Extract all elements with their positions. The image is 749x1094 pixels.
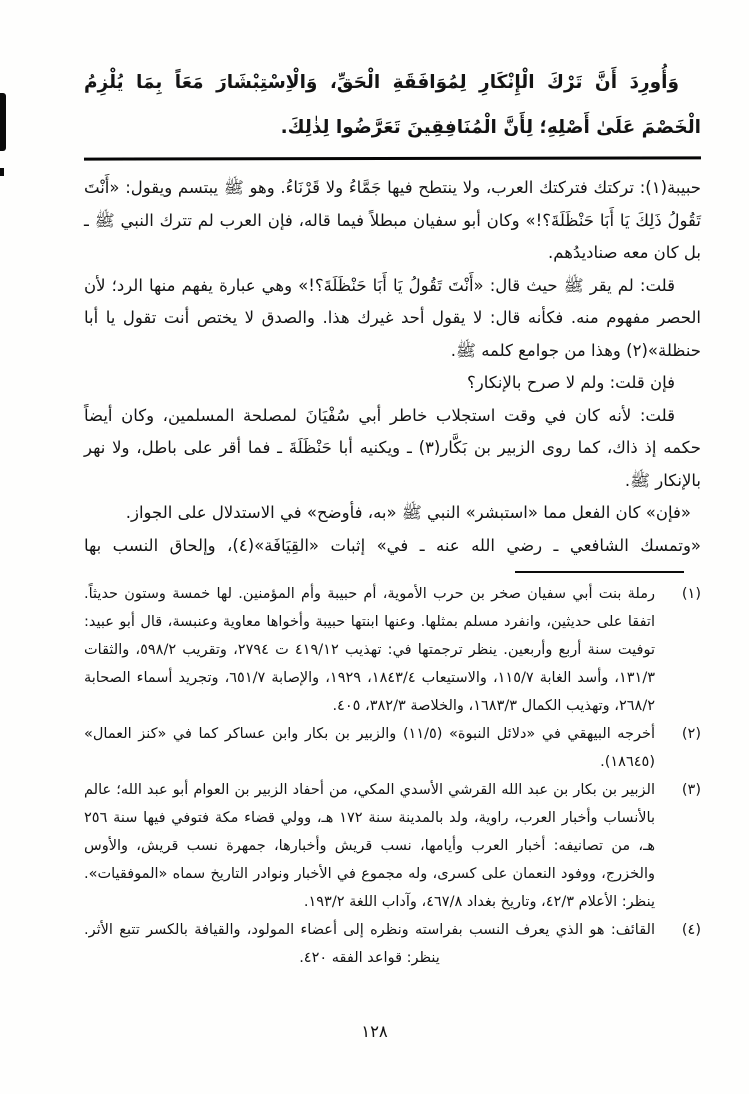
commentary-paragraph: حبيبة(١): تركتك فتركتك العرب، ولا ينتطح فيها جَمَّاءُ ولا قَرْنَاءُ. وهو ﷺ يبتسم ويقول: «أَنْتَ تَقُولُ ذَلِكَ يَا أَبَا حَنْظَلَةَ؟!» وكان أبو سفيان مبطلاً فيما قاله، فإن العرب لم تترك النبي ﷺ ـ بل كان معه صناديدُهم. [84,178,701,262]
footnote-text: أخرجه البيهقي في «دلائل النبوة» (١١/٥) والزبير بن بكار وابن عساكر كما في «كنز العمال» (١٨٦٤٥). [84,726,655,770]
matn-divider [84,156,701,160]
matn-section [84,0,701,160]
matn-paragraph: وَأُورِدَ أَنَّ تَرْكَ الْإِنْكَارِ لِمُوَافَقَةِ الْحَقِّ، وَالْاِسْتِبْشَارَ مَعَاً بِمَا يُلْزِمُ الْخَصْمَ عَلَىٰ أَصْلِهِ؛ لِأَنَّ الْمُنَافِقِينَ تَعَرَّضُوا لِذٰلِكَ. [84,72,701,138]
footnote-marker: (٤) [681,922,701,938]
commentary-section [84,172,701,562]
footnote-divider [515,571,684,573]
footnote-marker: (٣) [681,782,701,798]
commentary-paragraph: قلت: لأنه كان في وقت استجلاب خاطر أبي سُفْيَانَ لمصلحة المسلمين، وكان أيضاً حكمه إذ ذاك، كما روى الزبير بن بَكَّار(٣) ـ ويكنيه أبا حَنْظَلَةَ ـ فما أقر على باطل، ولا نهر بالإنكار ﷺ. [84,405,701,490]
footnote-text: القائف: هو الذي يعرف النسب بفراسته ونظره إلى أعضاء المولود، والقيافة بالكسر تتبع الأثر. ينظر: قواعد الفقه ٤٢٠. [84,922,655,966]
page-number: ١٢٨ [361,1022,388,1041]
footnote [84,776,701,916]
footnote [84,916,701,972]
commentary-paragraph: فإن قلت: ولم لا صرح بالإنكار؟ [466,373,675,392]
commentary-paragraph: قلت: لم يقر ﷺ حيث قال: «أَنْتَ تَقُولُ يَا أَبَا حَنْظَلَةَ؟!» وهي عبارة يفهم منها الرد؛ لأن الحصر مفهوم منه. فكأنه قال: لا يقول أحد غيرك هذا. والصدق لا يختص أنت تقول يا أبا حنظلة»(٢) وهذا من جوامع كلمه ﷺ. [84,275,701,360]
footnote-text: رملة بنت أبي سفيان صخر بن حرب الأموية، أم حبيبة وأم المؤمنين. لها خمسة وستون حديثاً. اتفقا على حديثين، وانفرد مسلم بمثلها. وعنها ابنتها حبيبة وأخواها معاوية وعنبسة، قال أبو عبيد: توفيت سنة أربع وأربعين. ينظر ترجمتها في: تهذيب ٤١٩/١٢ ت ٢٧٩٤، وتقريب ٥٩٨/٢، والثقات ١٣١/٣، وأسد الغابة ١١٥/٧، والاستيعاب ١٨٤٣/٤، ١٩٢٩، والإصابة ٦٥١/٧، وتجريد أسماء الصحابة ٢٦٨/٢، وتهذيب الكمال ١٦٨٣/٣، والخلاصة ٣٨٢/٣، ٤٠٥. [84,586,655,714]
commentary-paragraph: «فإن» كان الفعل مما «استبشر» النبي ﷺ «به، فأوضح» في الاستدلال على الجواز. [125,503,691,522]
scan-artifact [0,93,6,151]
footnote-marker: (٢) [681,726,701,742]
footnote [84,580,701,720]
footnote-text: الزبير بن بكار بن عبد الله القرشي الأسدي المكي، من أحفاد الزبير بن العوام أبو عبد الله؛ عالم بالأنساب وأخبار العرب، راوية، ولد بالمدينة سنة ١٧٢ هـ، وولي قضاء مكة فتوفي فيها سنة ٢٥٦ هـ، من تصانيفه: أخبار العرب وأيامها، نسب قريش وأخبارها، جمهرة نسب قريش، والأوس والخزرج، ووفود النعمان على كسرى، وله مجموع في الأخبار ونوادر التاريخ سماه «الموفقيات». ينظر: الأعلام ٤٢/٣، وتاريخ بغداد ٤٦٧/٨، وآداب اللغة ١٩٣/٢. [84,782,655,910]
footnote-marker: (١) [681,586,701,602]
commentary-paragraph: «وتمسك الشافعي ـ رضي الله عنه ـ في» إثبات «القِيَافَة»(٤)، وإلحاق النسب بها [84,535,702,555]
footnote [84,720,701,776]
scan-artifact [0,168,4,176]
footnotes-section [84,580,701,972]
